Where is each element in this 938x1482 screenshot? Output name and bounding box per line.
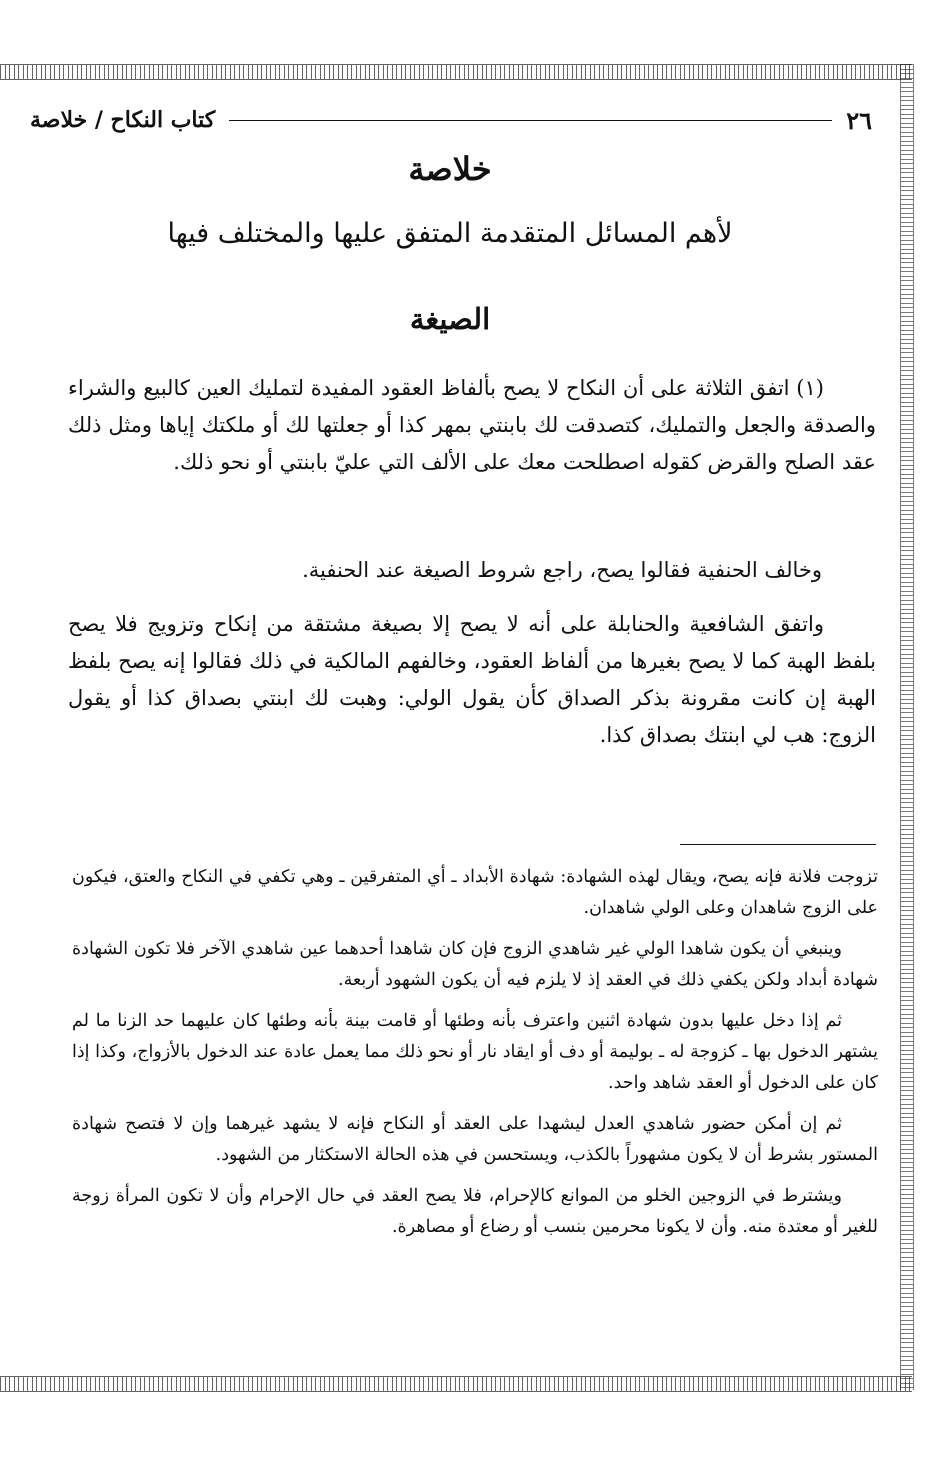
footnote-1	[72, 862, 878, 924]
footnote-3-text: ثم إذا دخل عليها بدون شهادة اثنين واعترف بأنه وطئها أو قامت بينة بأنه وطئها كان عليهما حد الزنا ما لم يشتهر الدخول بها ـ كزوجة له ـ بوليمة أو دف أو ايقاد نار أو نحو ذلك مما يعمل عادة عند الدخول بالأزواج، وكذا إذا كان على الدخول أو العقد شاهد واحد.	[72, 1011, 878, 1093]
footnote-5	[72, 1181, 878, 1243]
chapter-subtitle: لأهم المسائل المتقدمة المتفق عليها والمختلف فيها	[167, 218, 733, 249]
paragraph-2-text: وخالف الحنفية فقالوا يصح، راجع شروط الصيغة عند الحنفية.	[302, 558, 822, 582]
footnote-separator	[680, 844, 876, 845]
footnote-2-text: وينبغي أن يكون شاهدا الولي غير شاهدي الزوج فإن كان شاهدا أحدهما عين شاهدي الآخر فلا تكون الشهادة شهادة أبداد ولكن يكفي ذلك في العقد إذ لا يلزم فيه أن يكون الشهود أربعة.	[72, 939, 878, 990]
ornamental-border-right	[900, 64, 914, 1390]
page-header	[30, 100, 872, 140]
footnote-4	[72, 1109, 878, 1171]
paragraph-1-text: (١) اتفق الثلاثة على أن النكاح لا يصح بألفاظ العقود المفيدة لتمليك العين كالبيع والشراء والصدقة والجعل والتمليك، كتصدقت لك بابنتي بمهر كذا أو جعلتها لك أو ملكتك إياها ومثل ذلك عقد الصلح والقرض كقوله اصطلحت معك على الألف التي عليّ بابنتي أو نحو ذلك.	[68, 376, 876, 474]
section-title: الصيغة	[409, 302, 491, 336]
footnote-3	[72, 1006, 878, 1099]
chapter-title: خلاصة	[408, 150, 492, 188]
footnotes	[72, 862, 878, 1253]
footnote-2	[72, 934, 878, 996]
footnote-1-text: تزوجت فلانة فإنه يصح، ويقال لهذه الشهادة: شهادة الأبداد ـ أي المتفرقين ـ وهي تكفي في النكاح والعتق، فيكون على الزوج شاهدان وعلى الولي شاهدان.	[72, 867, 878, 918]
ornamental-border-bottom	[0, 1376, 912, 1392]
footnote-4-text: ثم إن أمكن حضور شاهدي العدل ليشهدا على العقد أو النكاح فإنه لا يشهد غيرهما وإن لا فتصح شهادة المستور بشرط أن لا يكون مشهوراً بالكذب، ويستحسن في هذه الحالة الاستكثار من الشهود.	[72, 1114, 878, 1165]
footnote-5-text: ويشترط في الزوجين الخلو من الموانع كالإحرام، فلا يصح العقد في حال الإحرام وأن لا تكون المرأة زوجة للغير أو معتدة منه. وأن لا يكونا محرمين بنسب أو رضاع أو مصاهرة.	[72, 1186, 878, 1237]
page-number: ٢٦	[846, 105, 872, 135]
running-head: كتاب النكاح / خلاصة	[30, 107, 216, 133]
ornamental-border-top	[0, 64, 912, 80]
paragraph-3	[68, 606, 876, 754]
paragraph-1	[68, 370, 876, 481]
header-rule	[229, 120, 832, 121]
paragraph-2	[68, 552, 876, 589]
paragraph-3-text: واتفق الشافعية والحنابلة على أنه لا يصح إلا بصيغة مشتقة من إنكاح وتزويج فلا يصح بلفظ الهبة كما لا يصح بغيرها من ألفاظ العقود، وخالفهم المالكية في ذلك فقالوا إنه يصح بلفظ الهبة إن كانت مقرونة بذكر الصداق كأن يقول الولي: وهبت لك ابنتي بصداق كذا أو يقول الزوج: هب لي ابنتك بصداق كذا.	[68, 612, 876, 747]
